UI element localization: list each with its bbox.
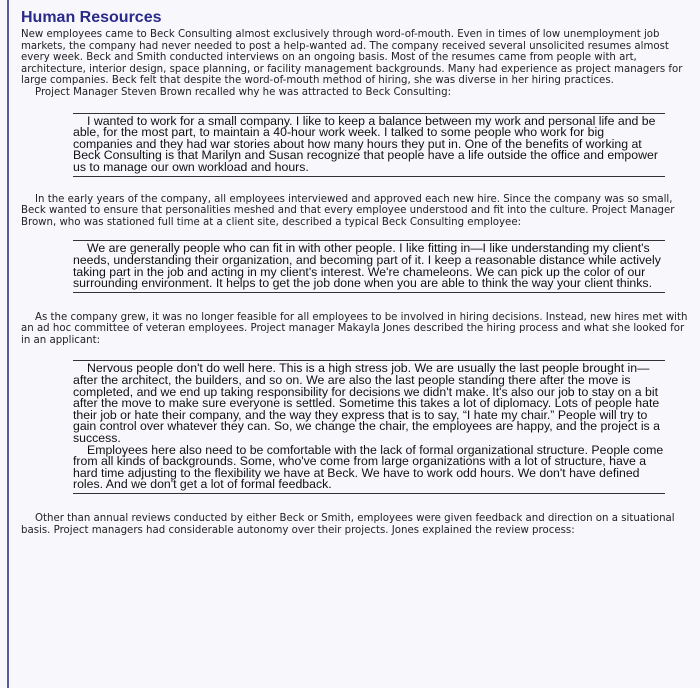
quote-text: We are generally people who can fit in with other people. I like fitting in—I like understanding my client's needs, understanding their organization, and becoming part of it. I keep a reasonable distance while actively taking part in the job and acting in my client's interest. We're chameleons. We can pick up the color of our surrounding environment. It helps to get the job done when you are able to think the way your client thinks. <box>73 241 661 291</box>
quote-text: Employees here also need to be comfortable with the lack of formal organizational structure. People come from all kinds of backgrounds. Some, who've come from large organizations with a lot of structure, have a hard time adjusting to the flexibility we have at Beck. We have to work odd hours. We don't have defined roles. And we don't get a lot of formal feedback. <box>73 442 664 492</box>
quote-brown-small-company <box>73 113 665 177</box>
quote-text: I wanted to work for a small company. I like to keep a balance between my work and personal life and be able, for the most part, to maintain a 40-hour work week. I talked to some people who work for big companies and they had war stories about how many hours they put in. One of the benefits of working at Beck Consulting is that Marilyn and Susan recognize that people have a life outside the office and empower us to manage our own workload and hours. <box>73 113 658 174</box>
quote-text: Nervous people don't do well here. This is a high stress job. We are usually the last people brought in—after the architect, the builders, and so on. We are also the last people standing there after the move is completed, and we end up taking responsibility for decisions we didn't make. It's also our job to stay on a bit after the move to make sure everyone is settled. Sometime this takes a lot of diplomacy. Lots of people hate their job or hate their company, and the way they express that is to say, “I hate my chair.” People will try to gain control over whatever they can. So, we change the chair, the employees are happy, and the project is a success. <box>73 361 660 446</box>
quote-brown-chameleons <box>73 240 665 292</box>
quote-jones-hiring <box>73 360 665 494</box>
section-title: Human Resources <box>21 9 162 26</box>
paragraph-brown-intro: Project Manager Steven Brown recalled why he was attracted to Beck Consulting: <box>35 86 452 98</box>
paragraph-hiring: New employees came to Beck Consulting almost exclusively through word-of-mouth. Even in times of low unemployment job markets, the company had never needed to post a help-wanted ad. The company received several unsolicited resumes almost every week. Beck and Smith conducted interviews on an ongoing basis. Most of the resumes came from people with art, architecture, interior design, space planning, or facility management backgrounds. Many had experience as project managers for large companies. Beck felt that despite the word-of-mouth method of hiring, she was diverse in her hiring practices. <box>21 29 683 87</box>
paragraph-reviews: Other than annual reviews conducted by either Beck or Smith, employees were given feedback and direction on a situational basis. Project managers had considerable autonomy over their projects. Jones explained the review process: <box>21 513 675 536</box>
paragraph-company-grew: As the company grew, it was no longer feasible for all employees to be involved in hiring decisions. Instead, new hires met with an ad hoc committee of veteran employees. Project manager Makayla Jones described the hiring process and what she looked for in an applicant: <box>21 311 688 346</box>
document-page <box>7 0 698 688</box>
paragraph-early-years: In the early years of the company, all employees interviewed and approved each new hire. Since the company was so small, Beck wanted to ensure that personalities meshed and that every employee understood and fit into the culture. Project Manager Brown, who was stationed full time at a client site, described a typical Beck Consulting employee: <box>21 193 675 228</box>
